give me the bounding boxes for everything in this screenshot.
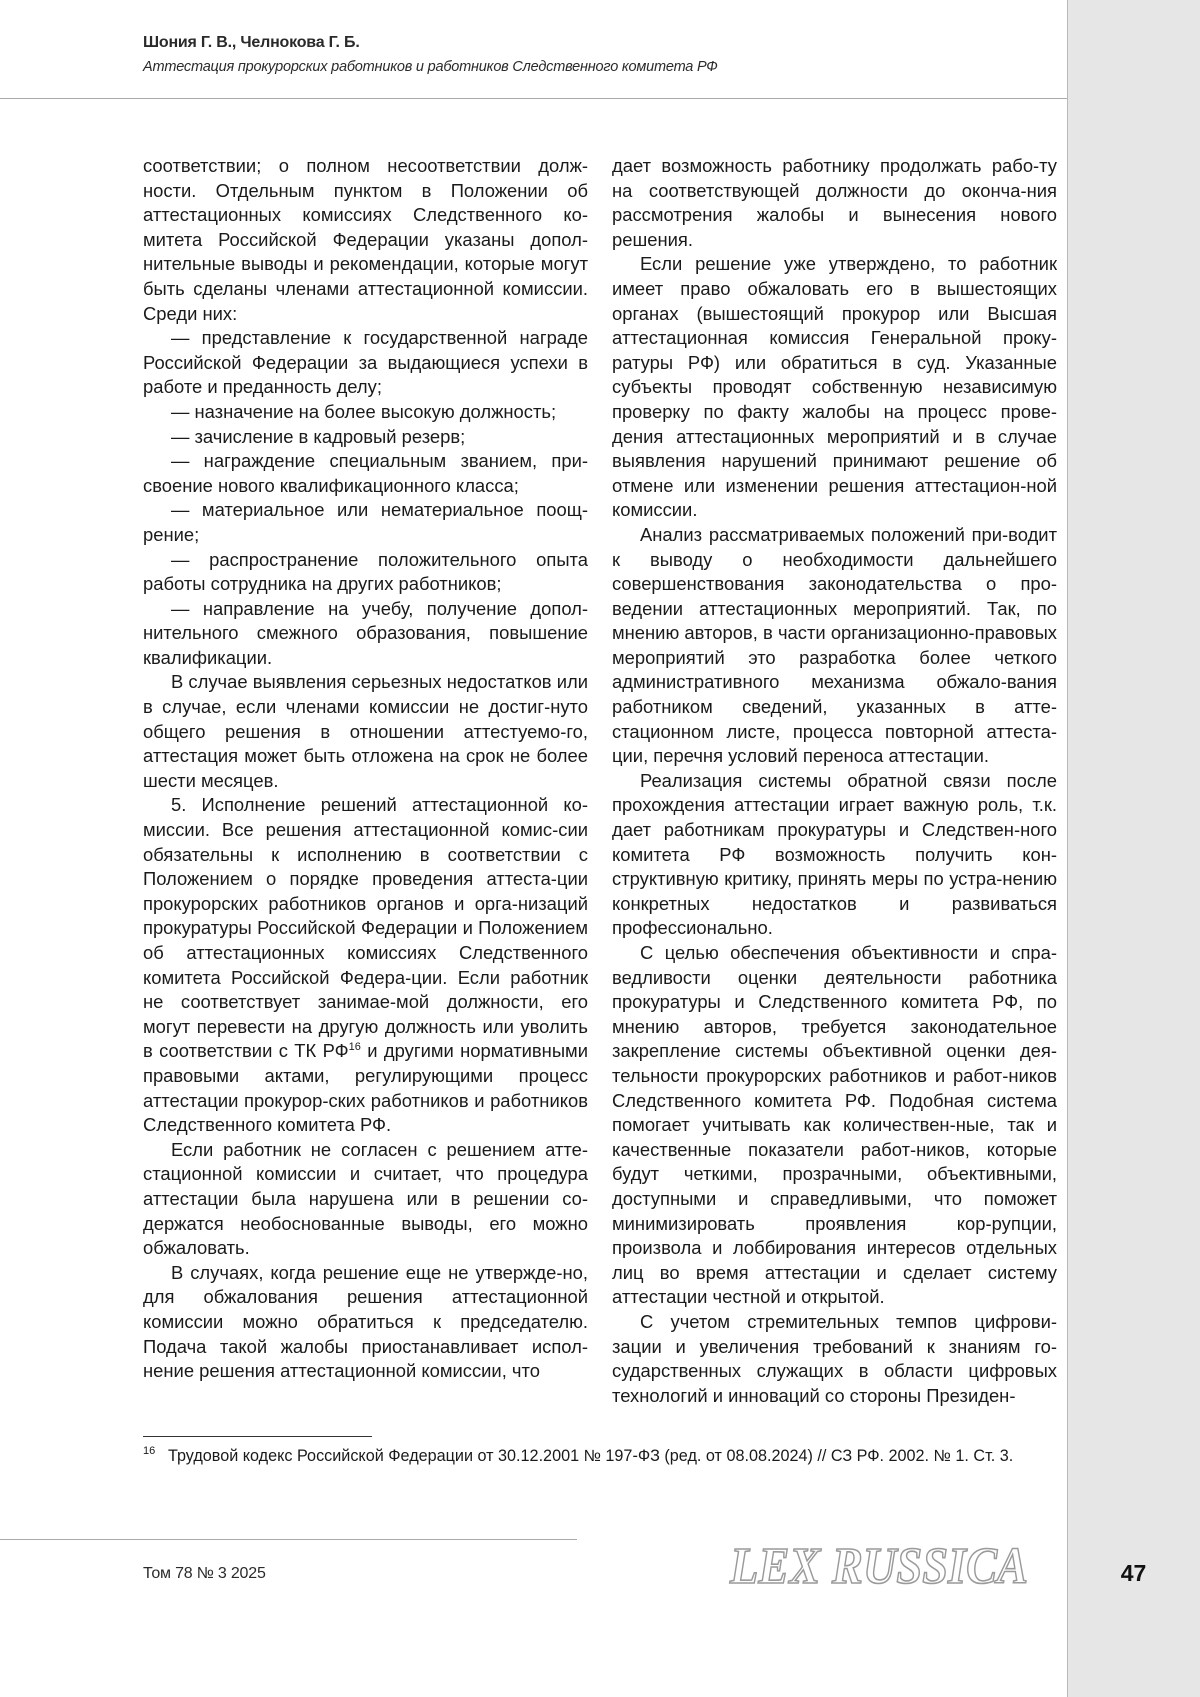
paragraph: С целью обеспечения объективности и спра-ведливости оценки деятельности работника прокуратуры и Следственного комитета РФ, по мнению авторов, требуется законодательное закрепление системы объективной оценки дея-тельности прокурорских работников и работ-ников Следственного комитета РФ. Подобная система помогает учитывать как количествен-ные, так и качественные показатели работ-ников, которые будут четкими, прозрачными, объективными, доступными и справедливыми, что поможет минимизировать проявления кор-рупции, произвола и лоббирования интересов отдельных лиц во время аттестации и сделает систему аттестации честной и открытой. <box>612 942 1057 1308</box>
right-column <box>612 154 1057 1408</box>
page-side-strip <box>1067 0 1200 1697</box>
footnote-reference[interactable]: 16 <box>348 1041 361 1054</box>
header-authors: Шония Г. В., Челнокова Г. Б. <box>143 34 360 51</box>
footnote-divider <box>143 1436 372 1437</box>
logo-text: LEX RUSSICA <box>729 1538 1028 1595</box>
paragraph: Анализ рассматриваемых положений при-водит к выводу о необходимости дальнейшего совершенствования законодательства о про-ведении аттестационных мероприятий. Так, по мнению авторов, в части организационно-правовых мероприятий это разработка более четкого административного механизма обжало-вания работником сведений, указанных в атте-стационном листе, процесса повторной аттеста-ции, перечня условий переноса аттестации. <box>612 523 1057 767</box>
paragraph-text: 5. Исполнение решений аттестационной ко-миссии. Все решения аттестационной комис-сии обязательны к исполнению в соответствии с Положением о порядке проведения аттеста-ции прокурорских работников органов и орга-низаций прокуратуры Российской Федерации и Положением об аттестационных комиссиях Следственного комитета Российской Федера-ции. Если работник не соответствует занимае-мой должности, его могут перевести на другую должность или уволить в соответствии с ТК РФ <box>143 794 588 1062</box>
paragraph: С учетом стремительных темпов цифрови-зации и увеличения требований к знаниям го-сударственных служащих в области цифровых технологий и инноваций со стороны Президен- <box>612 1310 1057 1406</box>
list-item: — зачисление в кадровый резерв; <box>171 425 466 447</box>
list-item: — представление к государственной награде Российской Федерации за выдающиеся успехи в работе и преданность делу; <box>143 327 588 398</box>
footer-volume-info: Том 78 № 3 2025 <box>143 1565 266 1582</box>
lex-russica-logo <box>726 1533 1032 1597</box>
paragraph: Если решение уже утверждено, то работник имеет право обжаловать его в вышестоящих органах (вышестоящий прокурор или Высшая аттестационная комиссия Генеральной проку-ратуры РФ) или обратиться в суд. Указанные субъекты проводят собственную независимую проверку по факту жалобы на процесс прове-дения аттестационных мероприятий и в случае выявления нарушений принимают решение об отмене или изменении решения аттестацион-ной комиссии. <box>612 253 1057 521</box>
list-item: — назначение на более высокую должность; <box>171 400 557 422</box>
paragraph: Если работник не согласен с решением атте-стационной комиссии и считает, что процедура аттестации была нарушена или в решении со-держатся необоснованные выводы, его можно обжаловать. <box>143 1138 588 1259</box>
paragraph: дает возможность работнику продолжать рабо-ту на соответствующей должности до оконча-ния рассмотрения жалобы и вынесения нового решения. <box>612 155 1057 250</box>
header-article-title: Аттестация прокурорских работников и работников Следственного комитета РФ <box>143 59 718 75</box>
page-number: 47 <box>1120 1560 1147 1586</box>
list-item: — направление на учебу, получение допол-нительного смежного образования, повышение квалификации. <box>143 597 588 668</box>
paragraph: соответствии; о полном несоответствии долж-ности. Отдельным пунктом в Положении об аттестационных комиссиях Следственного ко-митета Российской Федерации указаны допол-нительные выводы и рекомендации, которые могут быть сделаны членами аттестационной комиссии. Среди них: <box>143 155 588 324</box>
footer-divider <box>0 1539 577 1540</box>
footnote-number: 16 <box>143 1445 156 1457</box>
paragraph-text: и другими нормативными правовыми актами, регулирующими процесс аттестации прокурор-ских работников и работников Следственного комитета РФ. <box>143 1040 588 1136</box>
left-column <box>143 154 588 1384</box>
list-item: — распространение положительного опыта работы сотрудника на других работников; <box>143 548 588 595</box>
paragraph: В случае выявления серьезных недостатков или в случае, если членами комиссии не достиг-нуто общего решения в отношении аттестуемо-го, аттестация может быть отложена на срок не более шести месяцев. <box>143 671 588 791</box>
list-item: — материальное или нематериальное поощ-рение; <box>143 499 588 545</box>
paragraph: Реализация системы обратной связи после прохождения аттестации играет важную роль, т.к. дает работникам прокуратуры и Следствен-ного комитета РФ возможность получить кон-структивную критику, принять меры по устра-нению конкретных недостатков и развиваться профессионально. <box>612 769 1057 939</box>
paragraph: В случаях, когда решение еще не утвержде-но, для обжалования решения аттестационной комиссии можно обратиться к председателю. Подача такой жалобы приостанавливает испол-нение решения аттестационной комиссии, что <box>143 1261 588 1382</box>
header-divider <box>0 98 1067 99</box>
list-item: — награждение специальным званием, при-своение нового квалификационного класса; <box>143 450 588 496</box>
footnote <box>143 1444 1057 1469</box>
paragraph-section-5 <box>143 793 588 1137</box>
footnote-text: Трудовой кодекс Российской Федерации от 30.12.2001 № 197-ФЗ (ред. от 08.08.2024) // СЗ РФ. 2002. № 1. Ст. 3. <box>168 1447 1014 1465</box>
